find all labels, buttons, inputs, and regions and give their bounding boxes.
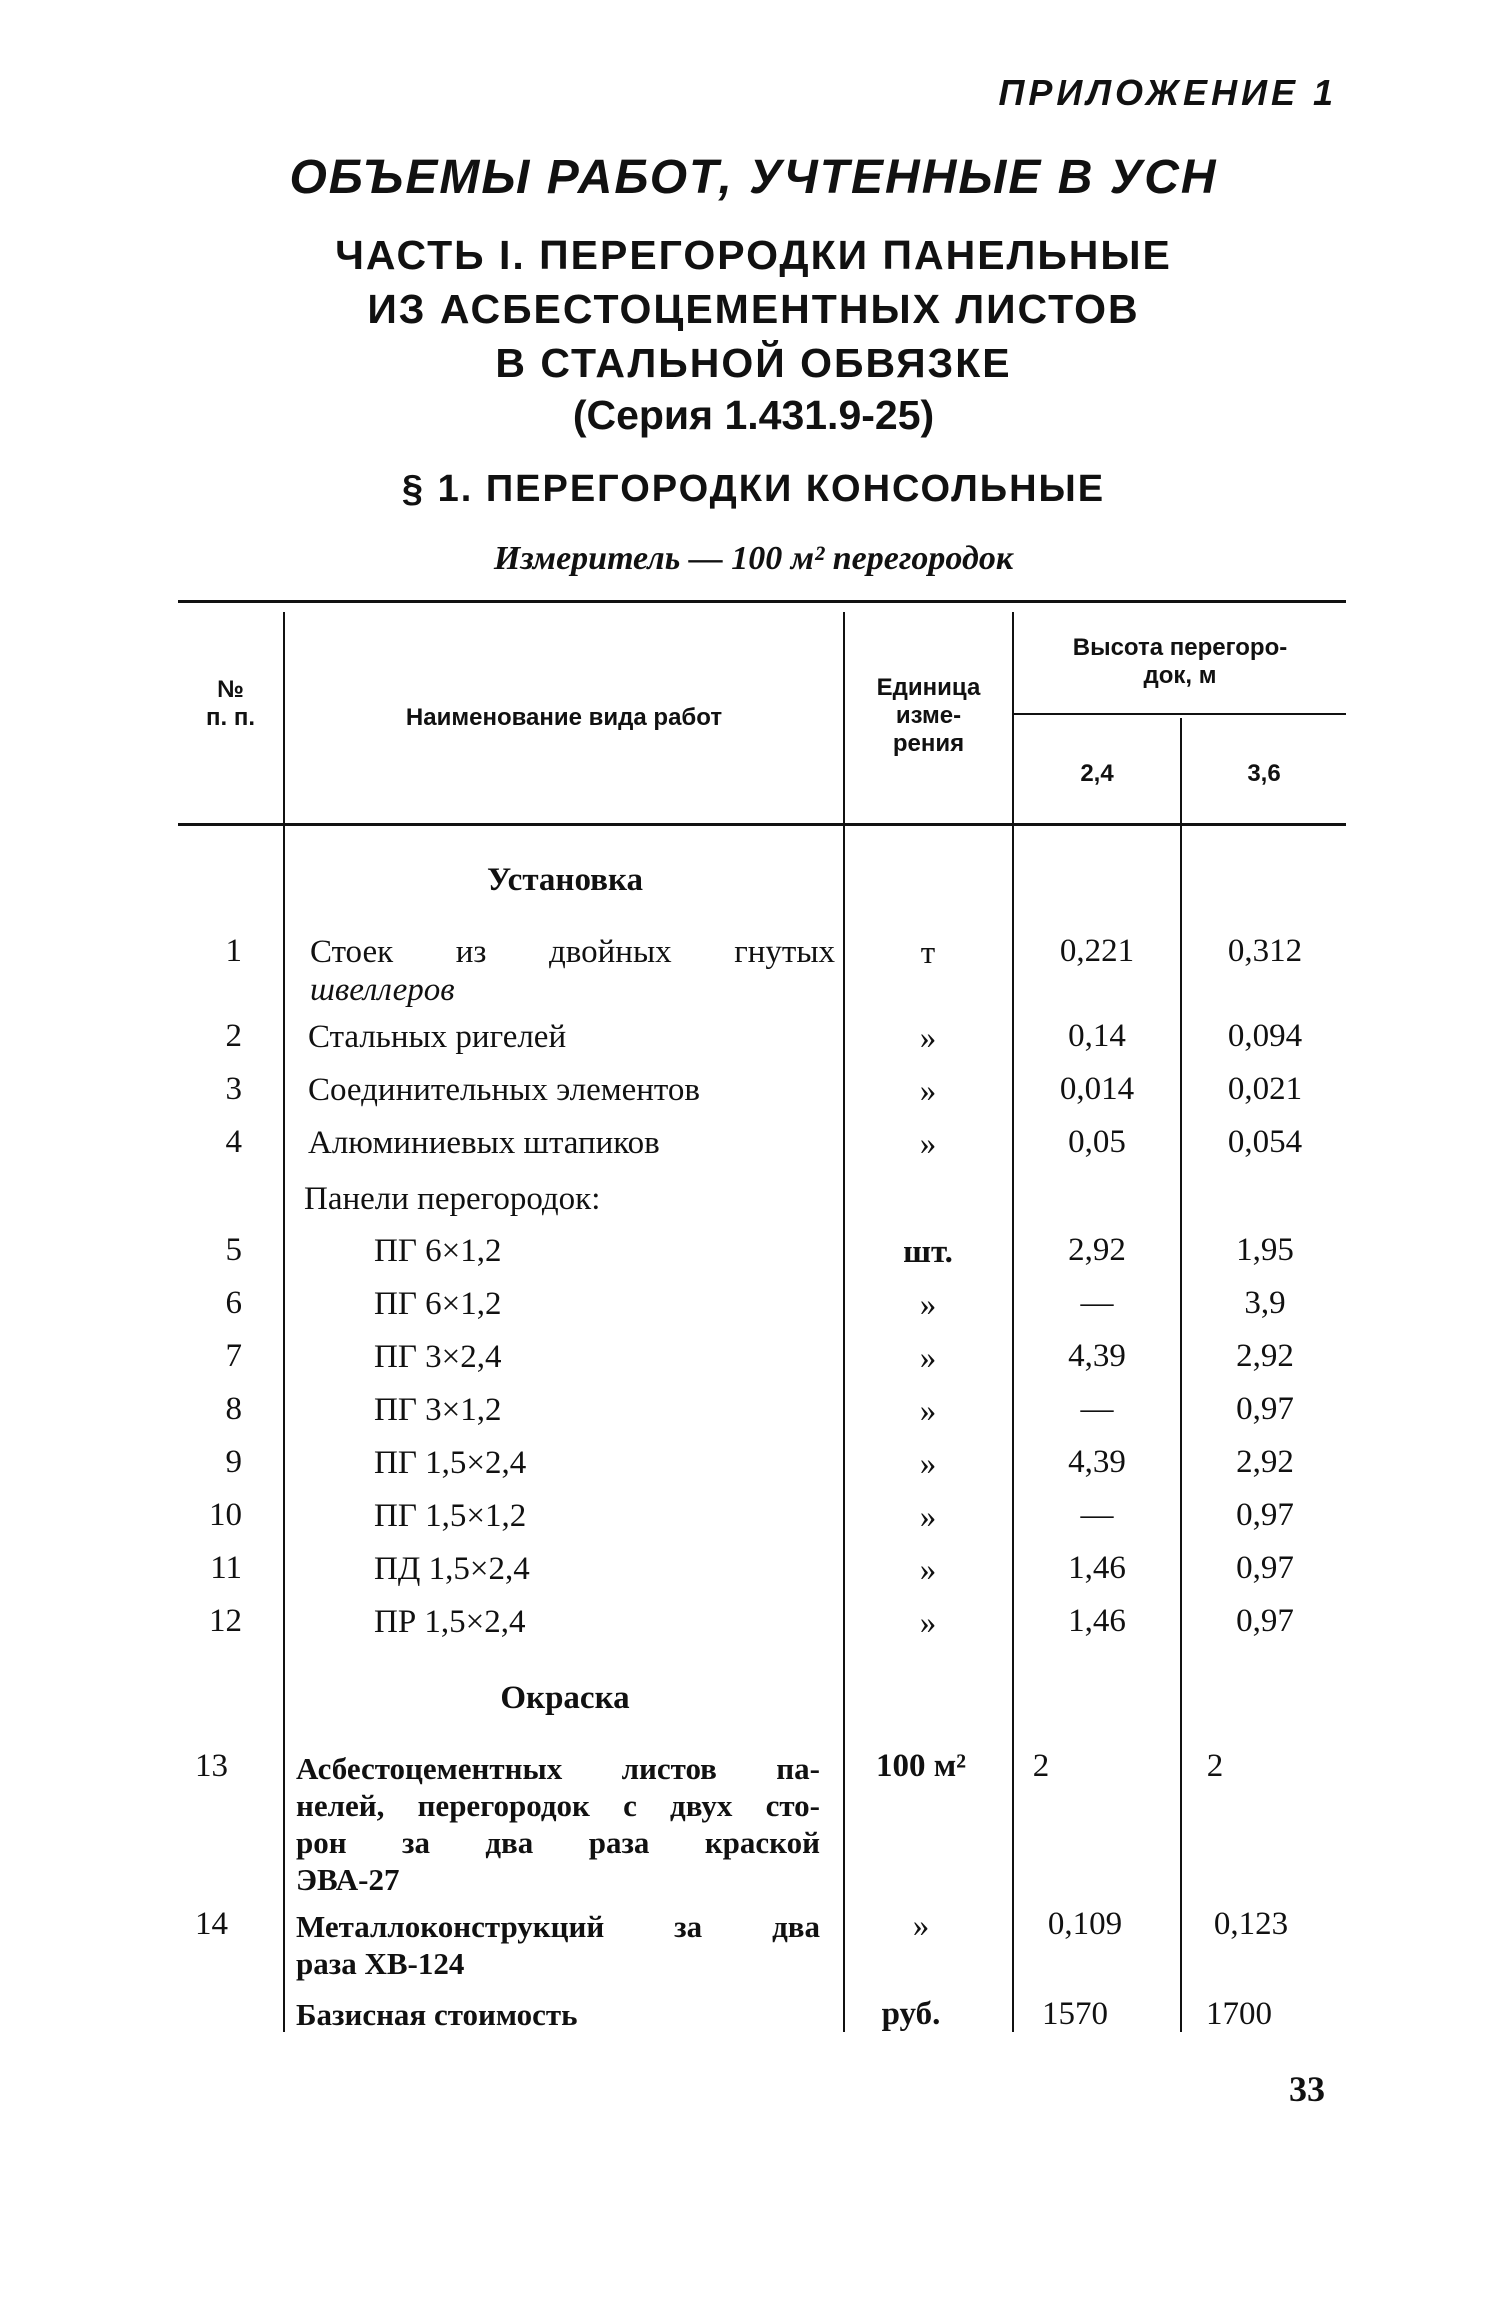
row-name-line: Панели перегородок: xyxy=(304,1181,601,1217)
row-value-3-6: 0,97 xyxy=(1236,1391,1294,1427)
group-install: Установка xyxy=(487,862,643,898)
row-name-line: ПР 1,5×2,4 xyxy=(374,1604,526,1640)
header-height-line: док, м xyxy=(1143,662,1217,689)
row-value-2-4: 0,221 xyxy=(1059,933,1135,969)
row-value-2-4: 2,92 xyxy=(1068,1232,1126,1268)
row-unit: 100 м² xyxy=(875,1748,967,1784)
height-split-rule xyxy=(1014,713,1346,715)
row-number: 9 xyxy=(225,1444,242,1480)
row-value-2-4: 1,46 xyxy=(1068,1550,1126,1586)
row-unit: » xyxy=(919,1020,937,1056)
header-unit-line: изме- xyxy=(895,702,962,729)
row-name-line: ЭВА-27 xyxy=(296,1862,400,1897)
row-unit: » xyxy=(919,1340,937,1376)
row-value-3-6: 0,312 xyxy=(1227,933,1303,969)
section-heading: § 1. ПЕРЕГОРОДКИ КОНСОЛЬНЫЕ xyxy=(401,468,1106,510)
header-name: Наименование вида работ xyxy=(405,704,723,731)
row-name-line: ПГ 6×1,2 xyxy=(374,1233,502,1269)
row-value-2-4: 0,14 xyxy=(1068,1018,1126,1054)
col-rule-4 xyxy=(1180,718,1182,2032)
table-top-rule xyxy=(178,600,1346,603)
row-value-3-6: 0,123 xyxy=(1213,1906,1289,1942)
row-name-line: Асбестоцементных листов па- xyxy=(296,1751,820,1786)
row-name-line: нелей, перегородок с двух сто- xyxy=(296,1788,820,1823)
row-name xyxy=(374,1338,834,1376)
row-name xyxy=(308,1124,833,1162)
row-number: 11 xyxy=(210,1550,242,1586)
row-unit: » xyxy=(919,1393,937,1429)
row-name-line: раза ХВ-124 xyxy=(296,1946,465,1981)
row-value-2-4: 1,46 xyxy=(1068,1603,1126,1639)
row-name-line: швеллеров xyxy=(310,972,455,1008)
header-height-2-4: 2,4 xyxy=(1080,760,1114,787)
row-unit: » xyxy=(919,1126,937,1162)
row-name xyxy=(310,933,835,1009)
row-name xyxy=(374,1444,834,1482)
row-value-2-4 xyxy=(976,1748,1106,1785)
row-name-line: ПГ 6×1,2 xyxy=(374,1286,502,1322)
row-name xyxy=(374,1285,834,1323)
row-name xyxy=(374,1550,834,1588)
row-unit: » xyxy=(919,1287,937,1323)
row-unit: шт. xyxy=(903,1234,953,1270)
row-name xyxy=(304,1180,829,1218)
row-name-line: ПГ 3×1,2 xyxy=(374,1392,502,1428)
row-unit: » xyxy=(919,1605,937,1641)
row-value-3-6: 2,92 xyxy=(1236,1444,1294,1480)
row-name-line: ПГ 3×2,4 xyxy=(374,1339,502,1375)
header-unit-line: Единица xyxy=(876,674,981,701)
col-rule-1 xyxy=(283,612,285,2032)
header-unit-line: рения xyxy=(892,730,965,757)
row-name-line: рон за два раза краской xyxy=(296,1825,820,1860)
header-unit xyxy=(845,674,1012,758)
row-value-text: 2 xyxy=(1032,1748,1050,1784)
row-name-line: Стальных ригелей xyxy=(308,1019,567,1055)
header-height xyxy=(1014,634,1346,690)
header-height-3-6: 3,6 xyxy=(1247,760,1281,787)
series-label: (Серия 1.431.9-25) xyxy=(572,392,935,438)
row-value-text: 2 xyxy=(1206,1748,1224,1784)
measure-unit: Измеритель — 100 м² перегородок xyxy=(493,540,1014,577)
row-name-line: Алюминиевых штапиков xyxy=(308,1125,660,1161)
part-line: ЧАСТЬ I. ПЕРЕГОРОДКИ ПАНЕЛЬНЫЕ xyxy=(335,232,1172,278)
row-name-line: ПГ 1,5×1,2 xyxy=(374,1498,527,1534)
header-height-line: Высота перегоро- xyxy=(1072,634,1288,661)
appendix-label: ПРИЛОЖЕНИЕ 1 xyxy=(998,72,1337,113)
row-number: 3 xyxy=(225,1071,242,1107)
row-value-2-4: 4,39 xyxy=(1068,1444,1126,1480)
row-name xyxy=(296,1996,820,2034)
page-number: 33 xyxy=(1289,2069,1325,2109)
row-value-3-6: 0,094 xyxy=(1227,1018,1303,1054)
row-name xyxy=(374,1603,834,1641)
row-value-2-4: — xyxy=(1080,1391,1114,1427)
row-number: 7 xyxy=(225,1338,242,1374)
header-bottom-rule xyxy=(178,823,1346,826)
row-name xyxy=(374,1391,834,1429)
row-name-line: ПД 1,5×2,4 xyxy=(374,1551,530,1587)
row-value-3-6: 3,9 xyxy=(1244,1285,1286,1321)
row-name xyxy=(308,1071,833,1109)
row-value-2-4: 1570 xyxy=(1042,1996,1108,2032)
row-unit: » xyxy=(919,1446,937,1482)
row-name xyxy=(296,1908,820,1982)
row-unit: руб. xyxy=(881,1996,941,2032)
group-paint: Окраска xyxy=(500,1680,630,1716)
row-value-3-6: 0,97 xyxy=(1236,1603,1294,1639)
row-name xyxy=(374,1497,834,1535)
header-num xyxy=(178,676,283,732)
row-number: 10 xyxy=(209,1497,242,1533)
row-name xyxy=(308,1018,833,1056)
row-unit: т xyxy=(920,935,936,971)
row-name-line: ПГ 1,5×2,4 xyxy=(374,1445,527,1481)
row-value-3-6: 1,95 xyxy=(1236,1232,1294,1268)
row-name-line: Соединительных элементов xyxy=(308,1072,701,1108)
row-number: 14 xyxy=(195,1906,228,1942)
part-line: В СТАЛЬНОЙ ОБВЯЗКЕ xyxy=(495,340,1012,386)
header-num-line: № xyxy=(217,676,244,703)
row-value-2-4: — xyxy=(1080,1497,1114,1533)
row-name xyxy=(374,1232,834,1270)
row-number: 13 xyxy=(195,1748,228,1784)
row-unit: » xyxy=(912,1908,930,1944)
row-unit: » xyxy=(919,1073,937,1109)
row-value-2-4: — xyxy=(1080,1285,1114,1321)
row-number: 1 xyxy=(225,933,242,969)
row-value-3-6: 0,054 xyxy=(1227,1124,1303,1160)
part-heading xyxy=(0,228,1507,390)
row-number: 2 xyxy=(225,1018,242,1054)
row-name-line: Стоек из двойных гнутых xyxy=(310,934,835,970)
row-value-3-6: 2,92 xyxy=(1236,1338,1294,1374)
row-value-3-6: 0,97 xyxy=(1236,1497,1294,1533)
row-value-2-4: 4,39 xyxy=(1068,1338,1126,1374)
part-line: ИЗ АСБЕСТОЦЕМЕНТНЫХ ЛИСТОВ xyxy=(367,286,1140,332)
row-name-line: Металлоконструкций за два xyxy=(296,1909,820,1944)
row-value-3-6: 0,97 xyxy=(1236,1550,1294,1586)
row-value-2-4: 0,109 xyxy=(1047,1906,1123,1942)
header-num-line: п. п. xyxy=(206,704,255,731)
row-unit: » xyxy=(919,1552,937,1588)
row-value-2-4: 0,014 xyxy=(1059,1071,1135,1107)
row-value-3-6 xyxy=(1150,1748,1280,1785)
row-number: 4 xyxy=(225,1124,242,1160)
row-value-3-6: 1700 xyxy=(1206,1996,1272,2032)
row-value-3-6: 0,021 xyxy=(1227,1071,1303,1107)
row-number: 12 xyxy=(209,1603,242,1639)
row-name xyxy=(296,1750,820,1898)
row-number: 8 xyxy=(225,1391,242,1427)
row-name-line: Базисная стоимость xyxy=(296,1997,578,2032)
row-number: 5 xyxy=(225,1232,242,1268)
page-title: ОБЪЕМЫ РАБОТ, УЧТЕННЫЕ В УСН xyxy=(289,151,1218,204)
row-number: 6 xyxy=(225,1285,242,1321)
row-unit: » xyxy=(919,1499,937,1535)
row-value-2-4: 0,05 xyxy=(1068,1124,1126,1160)
